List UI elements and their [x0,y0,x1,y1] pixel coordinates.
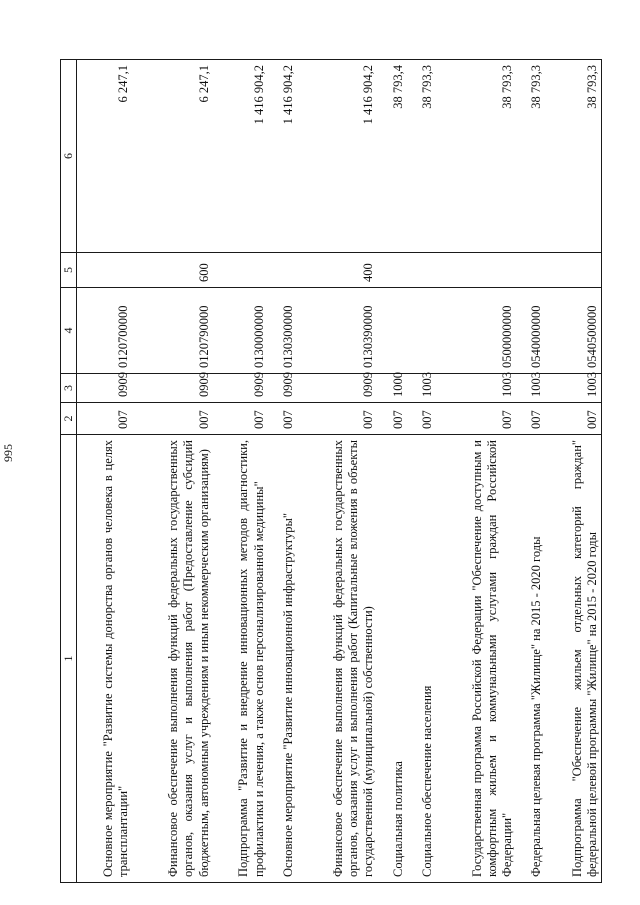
row-name: Социальное обеспечение населения [407,435,436,883]
header-cell: 4 [61,288,77,374]
row-section-code: 1000 [378,374,407,403]
table-header-row [61,60,77,883]
header-cell: 5 [61,253,77,288]
row-name: Социальная политика [378,435,407,883]
row-target-code: 0120700000 [77,288,133,374]
row-section-code: 1003 [407,374,436,403]
row-ministry-code: 007 [77,403,133,435]
page-number-text: 995 [1,444,15,462]
header-cell: 6 [61,60,77,253]
row-name: Основное мероприятие "Развитие инновационной инфраструктуры" [268,435,297,883]
row-section-code: 0909 [297,374,378,403]
row-target-code: 0130000000 [213,288,268,374]
row-amount: 6 247,1 [132,60,213,253]
row-name: Государственная программа Российской Федерации "Обеспечение доступным и комфортным жильем и коммунальными услугами граждан Российской Федерации" [436,435,517,883]
row-target-code: 0540000000 [517,288,546,374]
row-target-code [407,288,436,374]
table-row [297,60,378,883]
row-target-code: 0120790000 [132,288,213,374]
row-target-code [378,288,407,374]
header-cell: 1 [61,435,77,883]
row-name: Подпрограмма "Развитие и внедрение инновационных методов диагностики, профилактики и лечения, а также основ персонализированной медицины" [213,435,268,883]
row-expense-type [378,253,407,288]
row-ministry-code: 007 [132,403,213,435]
row-amount: 38 793,3 [517,60,546,253]
table-row [546,60,602,883]
row-amount: 1 416 904,2 [268,60,297,253]
row-target-code: 0540500000 [546,288,602,374]
row-section-code: 0909 [213,374,268,403]
row-name: Федеральная целевая программа "Жилище" на 2015 - 2020 годы [517,435,546,883]
row-target-code: 0500000000 [436,288,517,374]
row-section-code: 0909 [77,374,133,403]
row-ministry-code: 007 [297,403,378,435]
table-row [517,60,546,883]
row-section-code: 0909 [268,374,297,403]
budget-table-container [60,60,602,883]
row-name: Основное мероприятие "Развитие системы донорства органов человека в целях трансплантации" [77,435,133,883]
row-ministry-code: 007 [378,403,407,435]
row-ministry-code: 007 [517,403,546,435]
row-expense-type: 600 [132,253,213,288]
row-ministry-code: 007 [213,403,268,435]
row-ministry-code: 007 [407,403,436,435]
row-expense-type [436,253,517,288]
row-name: Подпрограмма "Обеспечение жильем отдельных категорий граждан" федеральной целевой программы "Жилище" на 2015 - 2020 годы [546,435,602,883]
row-section-code: 1003 [517,374,546,403]
row-expense-type [407,253,436,288]
row-expense-type: 400 [297,253,378,288]
row-name: Финансовое обеспечение выполнения функций федеральных государственных органов, оказания услуг и выполнения работ (Капитальные вложения в объекты государственной (муниципальной) собственности) [297,435,378,883]
header-cell: 3 [61,374,77,403]
header-cell: 2 [61,403,77,435]
row-ministry-code: 007 [546,403,602,435]
row-expense-type [268,253,297,288]
table-row [378,60,407,883]
table-row [132,60,213,883]
row-ministry-code: 007 [268,403,297,435]
row-amount: 6 247,1 [77,60,133,253]
table-row [436,60,517,883]
row-section-code: 1003 [436,374,517,403]
table-row [77,60,133,883]
row-expense-type [546,253,602,288]
budget-table [60,59,602,883]
table-row [407,60,436,883]
row-section-code: 0909 [132,374,213,403]
row-amount: 38 793,3 [546,60,602,253]
row-amount: 1 416 904,2 [297,60,378,253]
row-expense-type [213,253,268,288]
row-amount: 38 793,3 [436,60,517,253]
row-ministry-code: 007 [436,403,517,435]
table-row [213,60,268,883]
row-name: Финансовое обеспечение выполнения функций федеральных государственных органов, оказания услуг и выполнения работ (Предоставление субсидий бюджетным, автономным учреждениям и иным некоммерческим организациям) [132,435,213,883]
row-expense-type [517,253,546,288]
table-row [268,60,297,883]
page-number [0,442,16,464]
row-section-code: 1003 [546,374,602,403]
row-amount: 38 793,4 [378,60,407,253]
row-expense-type [77,253,133,288]
row-target-code: 0130300000 [268,288,297,374]
row-amount: 1 416 904,2 [213,60,268,253]
row-amount: 38 793,3 [407,60,436,253]
row-target-code: 0130390000 [297,288,378,374]
